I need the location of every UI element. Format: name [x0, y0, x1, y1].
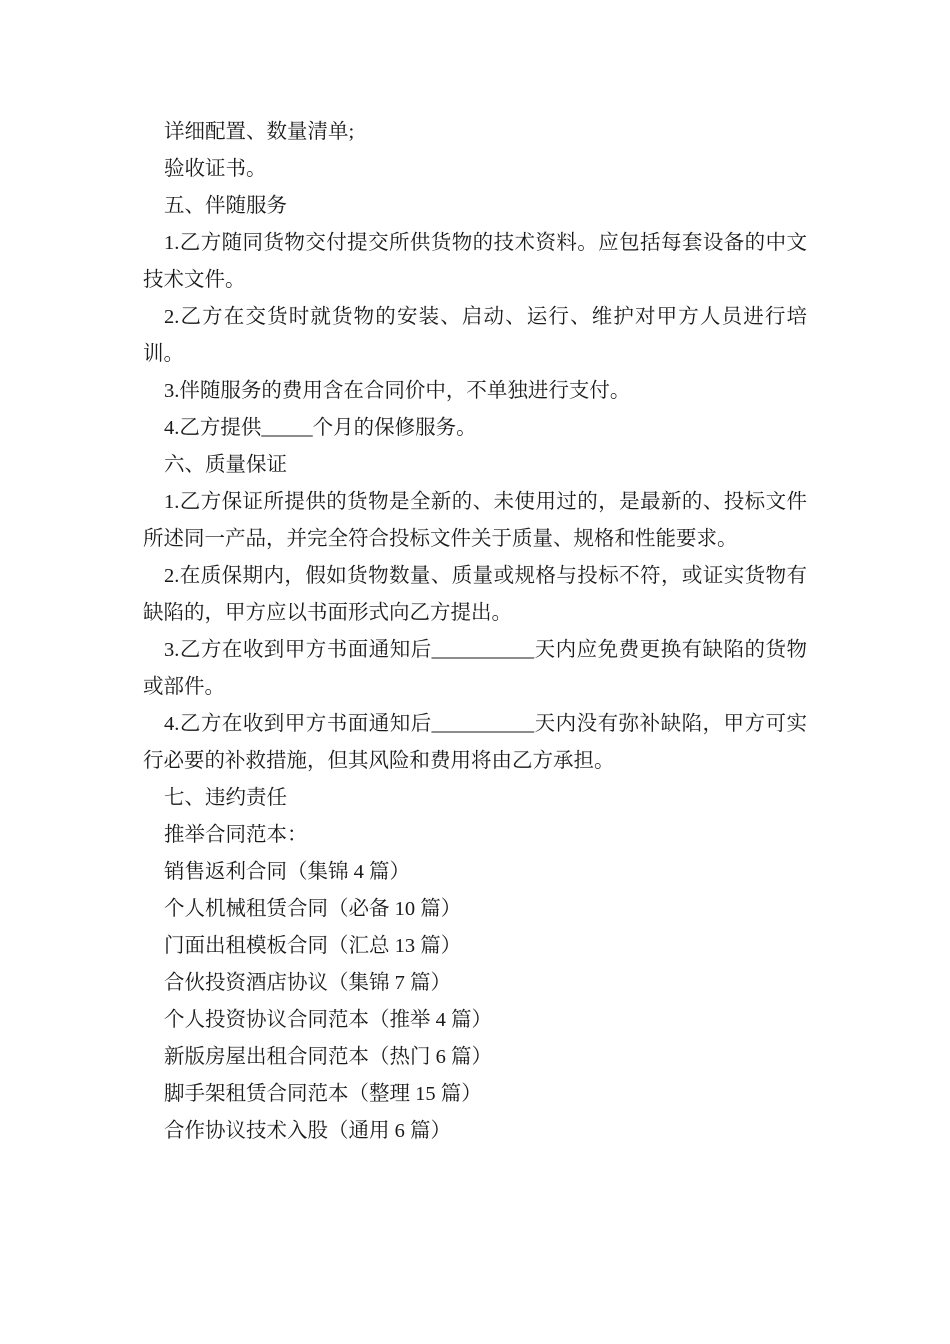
recommended-link-6[interactable]: 新版房屋出租合同范本（热门 6 篇）	[164, 1046, 492, 1068]
recommended-link-3[interactable]: 门面出租模板合同（汇总 13 篇）	[164, 935, 462, 957]
recommended-link-2[interactable]: 个人机械租赁合同（必备 10 篇）	[164, 898, 462, 920]
paragraph-service-4: 4.乙方提供_____个月的保修服务。	[164, 417, 477, 439]
recommended-link-1[interactable]: 销售返利合同（集锦 4 篇）	[164, 861, 410, 883]
document-body	[143, 114, 807, 1150]
paragraph-quality-1: 1.乙方保证所提供的货物是全新的、未使用过的，是最新的、投标文件所述同一产品，并完全符合投标文件关于质量、规格和性能要求。	[143, 491, 807, 550]
paragraph-acceptance-cert: 验收证书。	[164, 158, 267, 180]
recommended-link-5[interactable]: 个人投资协议合同范本（推举 4 篇）	[164, 1009, 492, 1031]
recommended-link-7[interactable]: 脚手架租赁合同范本（整理 15 篇）	[164, 1083, 482, 1105]
paragraph-quality-3: 3.乙方在收到甲方书面通知后__________天内应免费更换有缺陷的货物或部件。	[143, 639, 807, 698]
recommended-link-4[interactable]: 合伙投资酒店协议（集锦 7 篇）	[164, 972, 451, 994]
paragraph-quality-2: 2.在质保期内，假如货物数量、质量或规格与投标不符，或证实货物有缺陷的，甲方应以书面形式向乙方提出。	[143, 565, 807, 624]
section-heading-service: 五、伴随服务	[164, 195, 287, 217]
paragraph-config-list: 详细配置、数量清单;	[164, 121, 355, 143]
paragraph-service-2: 2.乙方在交货时就货物的安装、启动、运行、维护对甲方人员进行培训。	[143, 306, 807, 365]
recommended-heading: 推举合同范本：	[164, 824, 308, 846]
paragraph-service-1: 1.乙方随同货物交付提交所供货物的技术资料。应包括每套设备的中文技术文件。	[143, 232, 807, 291]
section-heading-quality: 六、质量保证	[164, 454, 287, 476]
section-heading-liability: 七、违约责任	[164, 787, 287, 809]
recommended-link-8[interactable]: 合作协议技术入股（通用 6 篇）	[164, 1120, 451, 1142]
paragraph-service-3: 3.伴随服务的费用含在合同价中，不单独进行支付。	[164, 380, 631, 402]
paragraph-quality-4: 4.乙方在收到甲方书面通知后__________天内没有弥补缺陷，甲方可实行必要的补救措施，但其风险和费用将由乙方承担。	[143, 713, 807, 772]
